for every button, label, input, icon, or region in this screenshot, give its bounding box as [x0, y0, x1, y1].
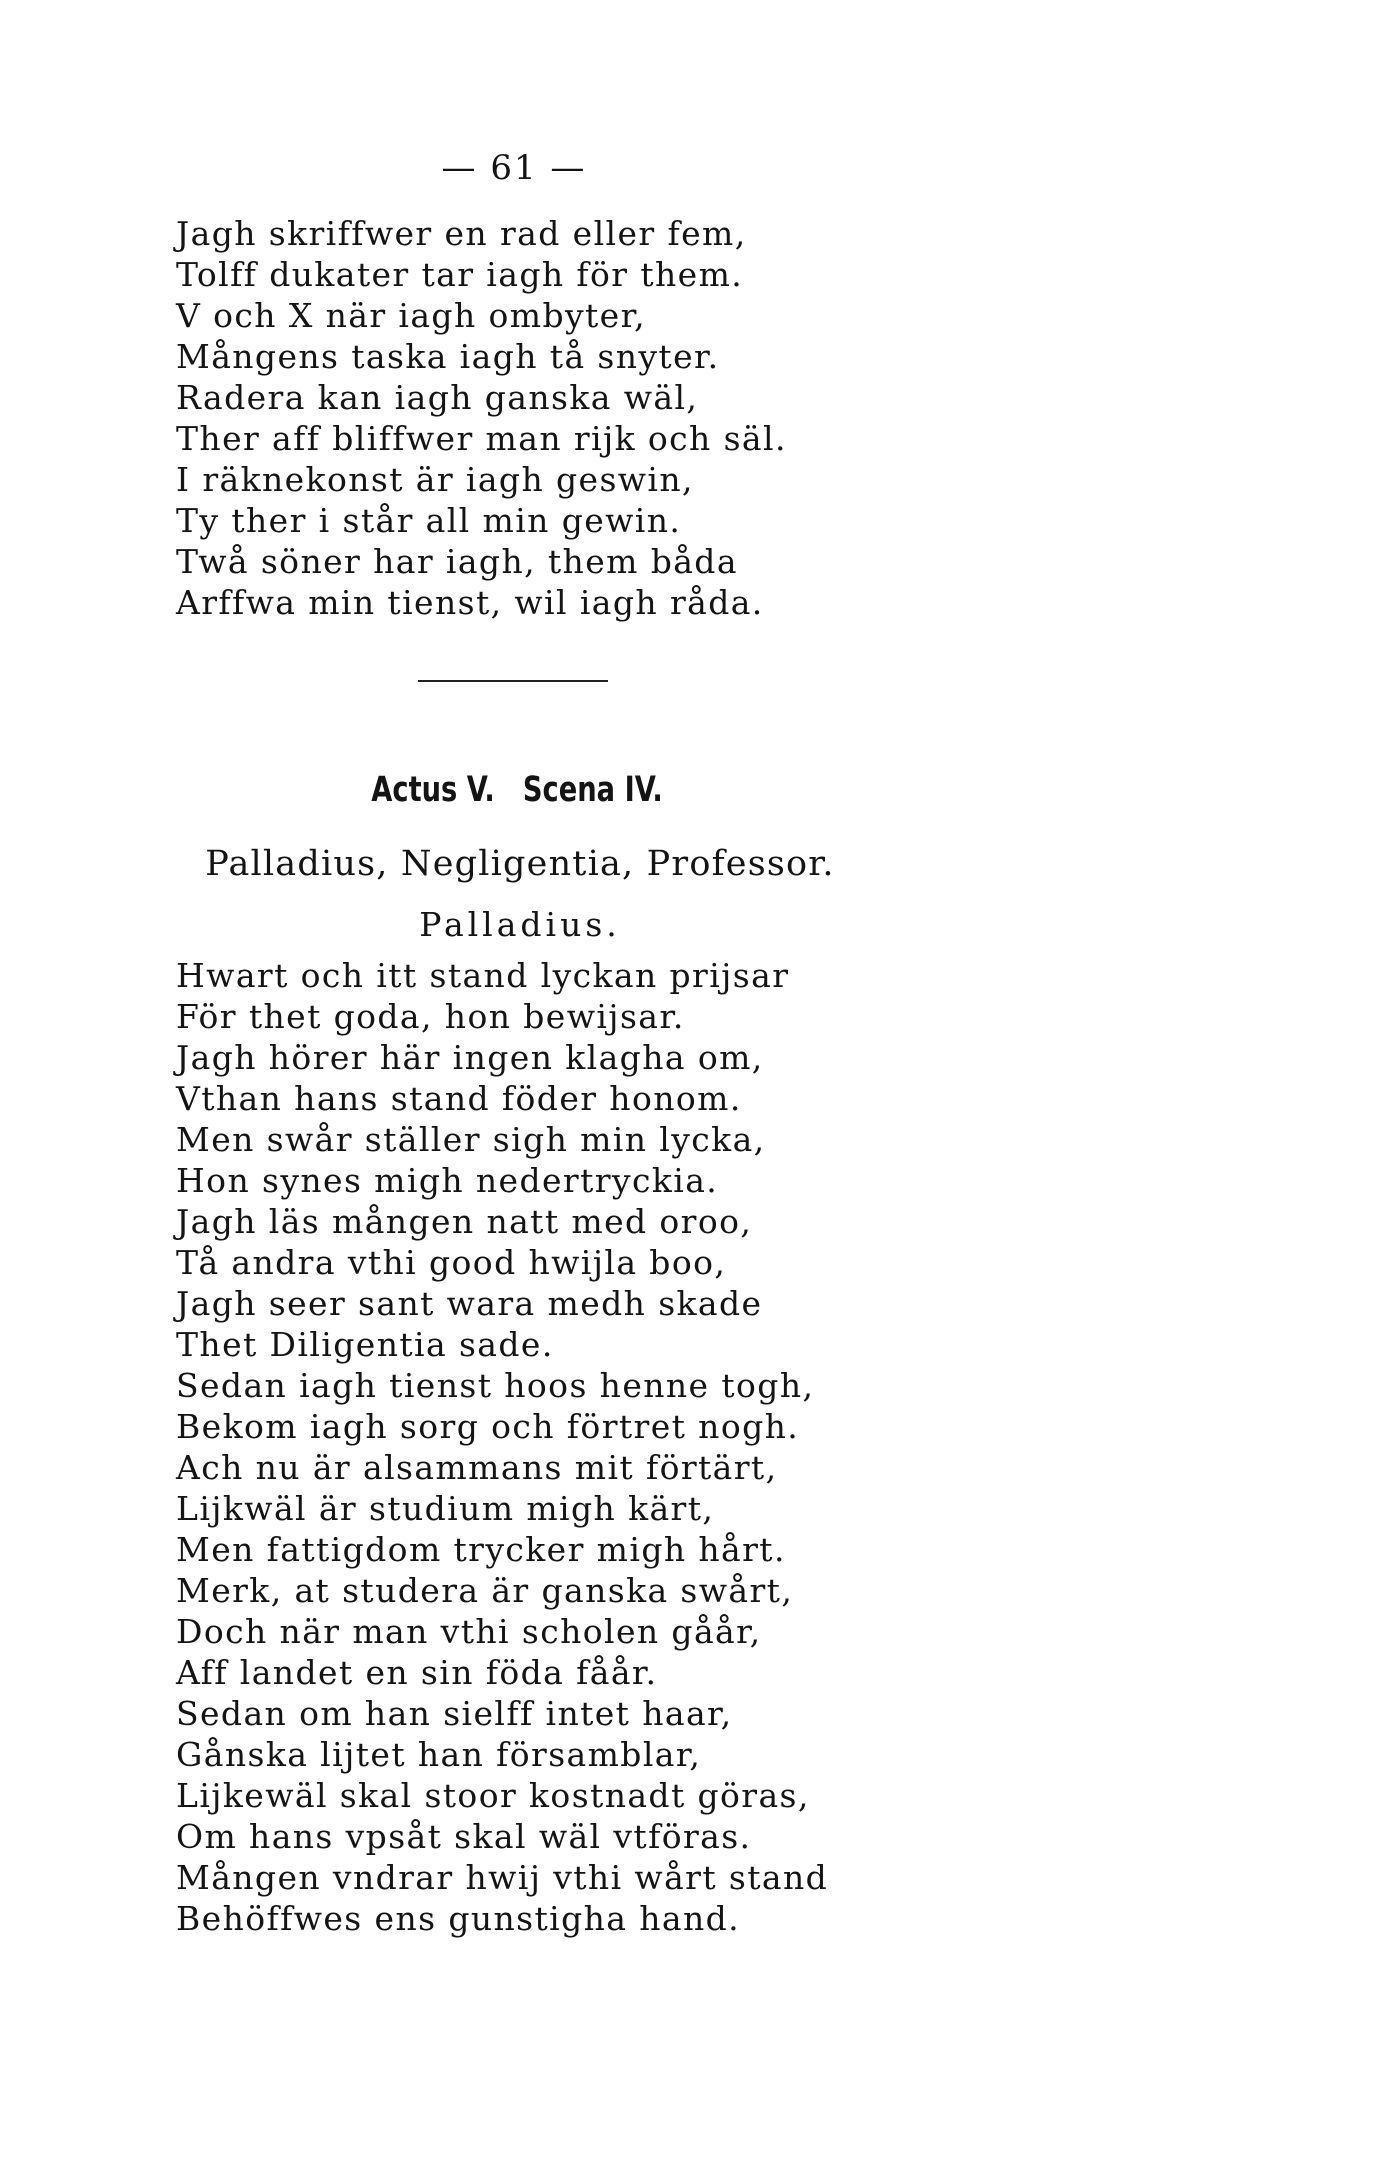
verse-line: Lijkewäl skal stoor kostnadt göras,	[176, 1776, 810, 1815]
character-list: Palladius, Negligentia, Professor.	[205, 844, 835, 884]
speaker-name: Palladius.	[419, 905, 621, 944]
verse-line: Thet Diligentia sade.	[176, 1325, 554, 1364]
verse-line: V och X när iagh ombyter,	[176, 296, 647, 335]
verse-line: Gånska lijtet han församblar,	[176, 1735, 702, 1774]
verse-line: Sedan iagh tienst hoos henne togh,	[176, 1366, 815, 1405]
verse-line: Men fattigdom trycker migh hårt.	[176, 1530, 786, 1569]
verse-line: Hwart och itt stand lyckan prijsar	[176, 956, 790, 995]
verse-line: Jagh seer sant wara medh skade	[176, 1284, 763, 1323]
verse-line: Hon synes migh nedertryckia.	[176, 1161, 719, 1200]
verse-line: För thet goda, hon bewijsar.	[176, 997, 685, 1036]
verse-block-2	[176, 955, 828, 1939]
verse-line: Merk, at studera är ganska swårt,	[176, 1571, 794, 1610]
verse-line: Doch när man vthi scholen gåår,	[176, 1612, 762, 1651]
verse-line: Jagh läs mången natt med oroo,	[176, 1202, 753, 1241]
verse-line: Lijkwäl är studium migh kärt,	[176, 1489, 715, 1528]
page-number: — 61 —	[441, 148, 587, 188]
verse-line: Jagh hörer här ingen klagha om,	[176, 1038, 764, 1077]
verse-line: Ach nu är alsammans mit förtärt,	[176, 1448, 778, 1487]
verse-line: Tolff dukater tar iagh för them.	[176, 255, 744, 294]
verse-line: Behöffwes ens gunstigha hand.	[176, 1899, 741, 1938]
verse-line: Men swår ställer sigh min lycka,	[176, 1120, 766, 1159]
verse-line: Jagh skriffwer en rad eller fem,	[176, 214, 747, 253]
verse-line: Mångens taska iagh tå snyter.	[176, 337, 720, 376]
verse-line: Bekom iagh sorg och förtret nogh.	[176, 1407, 800, 1446]
verse-line: Tå andra vthi good hwijla boo,	[176, 1243, 727, 1282]
scene-heading	[114, 770, 921, 810]
verse-line: Ty ther i står all min gewin.	[176, 501, 682, 540]
verse-line: Sedan om han sielff intet haar,	[176, 1694, 733, 1733]
act-label: Actus V.	[371, 770, 495, 810]
verse-line: Arffwa min tienst, wil iagh råda.	[176, 583, 764, 622]
verse-line: Aff landet en sin föda fåår.	[176, 1653, 658, 1692]
verse-line: I räknekonst är iagh geswin,	[176, 460, 694, 499]
verse-line: Twå söner har iagh, them båda	[176, 542, 738, 581]
verse-line: Vthan hans stand föder honom.	[176, 1079, 742, 1118]
scene-label: Scena IV.	[522, 770, 663, 810]
verse-line: Om hans vpsåt skal wäl vtföras.	[176, 1817, 752, 1856]
verse-line: Radera kan iagh ganska wäl,	[176, 378, 699, 417]
verse-block-1	[176, 213, 787, 623]
section-divider	[418, 680, 608, 682]
verse-line: Mången vndrar hwij vthi wårt stand	[176, 1858, 829, 1897]
verse-line: Ther aff bliffwer man rijk och säl.	[176, 419, 787, 458]
